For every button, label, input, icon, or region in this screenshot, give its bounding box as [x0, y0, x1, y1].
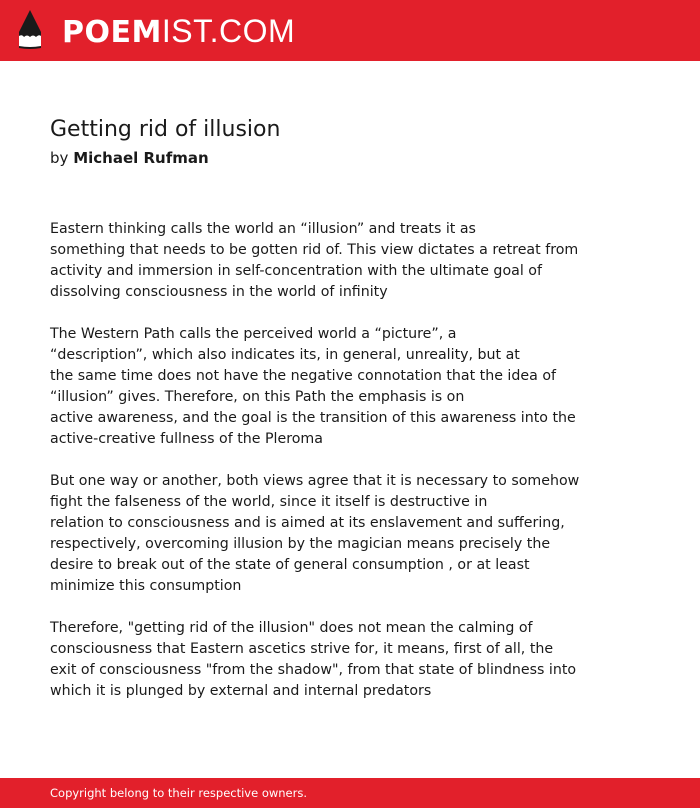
poem-line: activity and immersion in self-concentration with the ultimate goal of — [50, 263, 542, 279]
poem-line: minimize this consumption — [50, 578, 242, 594]
site-header — [0, 0, 700, 61]
site-footer — [0, 778, 700, 808]
poem-line: the same time does not have the negative connotation that the idea of — [50, 368, 556, 384]
poem-line: fight the falseness of the world, since it itself is destructive in — [50, 494, 488, 510]
poem-body — [50, 219, 580, 723]
stanza — [50, 324, 576, 450]
poem-line: But one way or another, both views agree that it is necessary to somehow — [50, 473, 580, 489]
poem-line: “description”, which also indicates its, in general, unreality, but at — [50, 347, 520, 363]
poem-line: Therefore, "getting rid of the illusion" does not mean the calming of — [50, 620, 533, 636]
brand-light: IST.COM — [161, 13, 296, 49]
poem-line: which it is plunged by external and internal predators — [50, 683, 432, 699]
author-name: Michael Rufman — [73, 149, 209, 167]
poem-title: Getting rid of illusion — [50, 117, 281, 142]
site-logo-text[interactable] — [62, 13, 295, 49]
byline — [50, 149, 209, 167]
pencil-tip-icon[interactable] — [18, 10, 42, 50]
poem-line: Eastern thinking calls the world an “illusion” and treats it as — [50, 221, 476, 237]
poem-line: respectively, overcoming illusion by the magician means precisely the — [50, 536, 551, 552]
poem-line: consciousness that Eastern ascetics strive for, it means, first of all, the — [50, 641, 554, 657]
stanza — [50, 618, 577, 702]
copyright-text: Copyright belong to their respective owners. — [50, 786, 308, 800]
stanza — [50, 471, 580, 597]
poem-line: dissolving consciousness in the world of infinity — [50, 284, 388, 300]
poem-line: The Western Path calls the perceived world a “picture”, a — [50, 326, 457, 342]
poem-line: relation to consciousness and is aimed at its enslavement and suffering, — [50, 515, 565, 531]
poem-line: desire to break out of the state of general consumption , or at least — [50, 557, 530, 573]
brand-bold: POEM — [62, 15, 162, 50]
poem-line: active-creative fullness of the Pleroma — [50, 431, 323, 447]
by-label: by — [50, 149, 69, 167]
poem-line: “illusion” gives. Therefore, on this Path the emphasis is on — [50, 389, 465, 405]
poem-line: something that needs to be gotten rid of. This view dictates a retreat from — [50, 242, 579, 258]
poem-line: exit of consciousness "from the shadow", from that state of blindness into — [50, 662, 577, 678]
poem-line: active awareness, and the goal is the transition of this awareness into the — [50, 410, 576, 426]
stanza — [50, 219, 579, 303]
